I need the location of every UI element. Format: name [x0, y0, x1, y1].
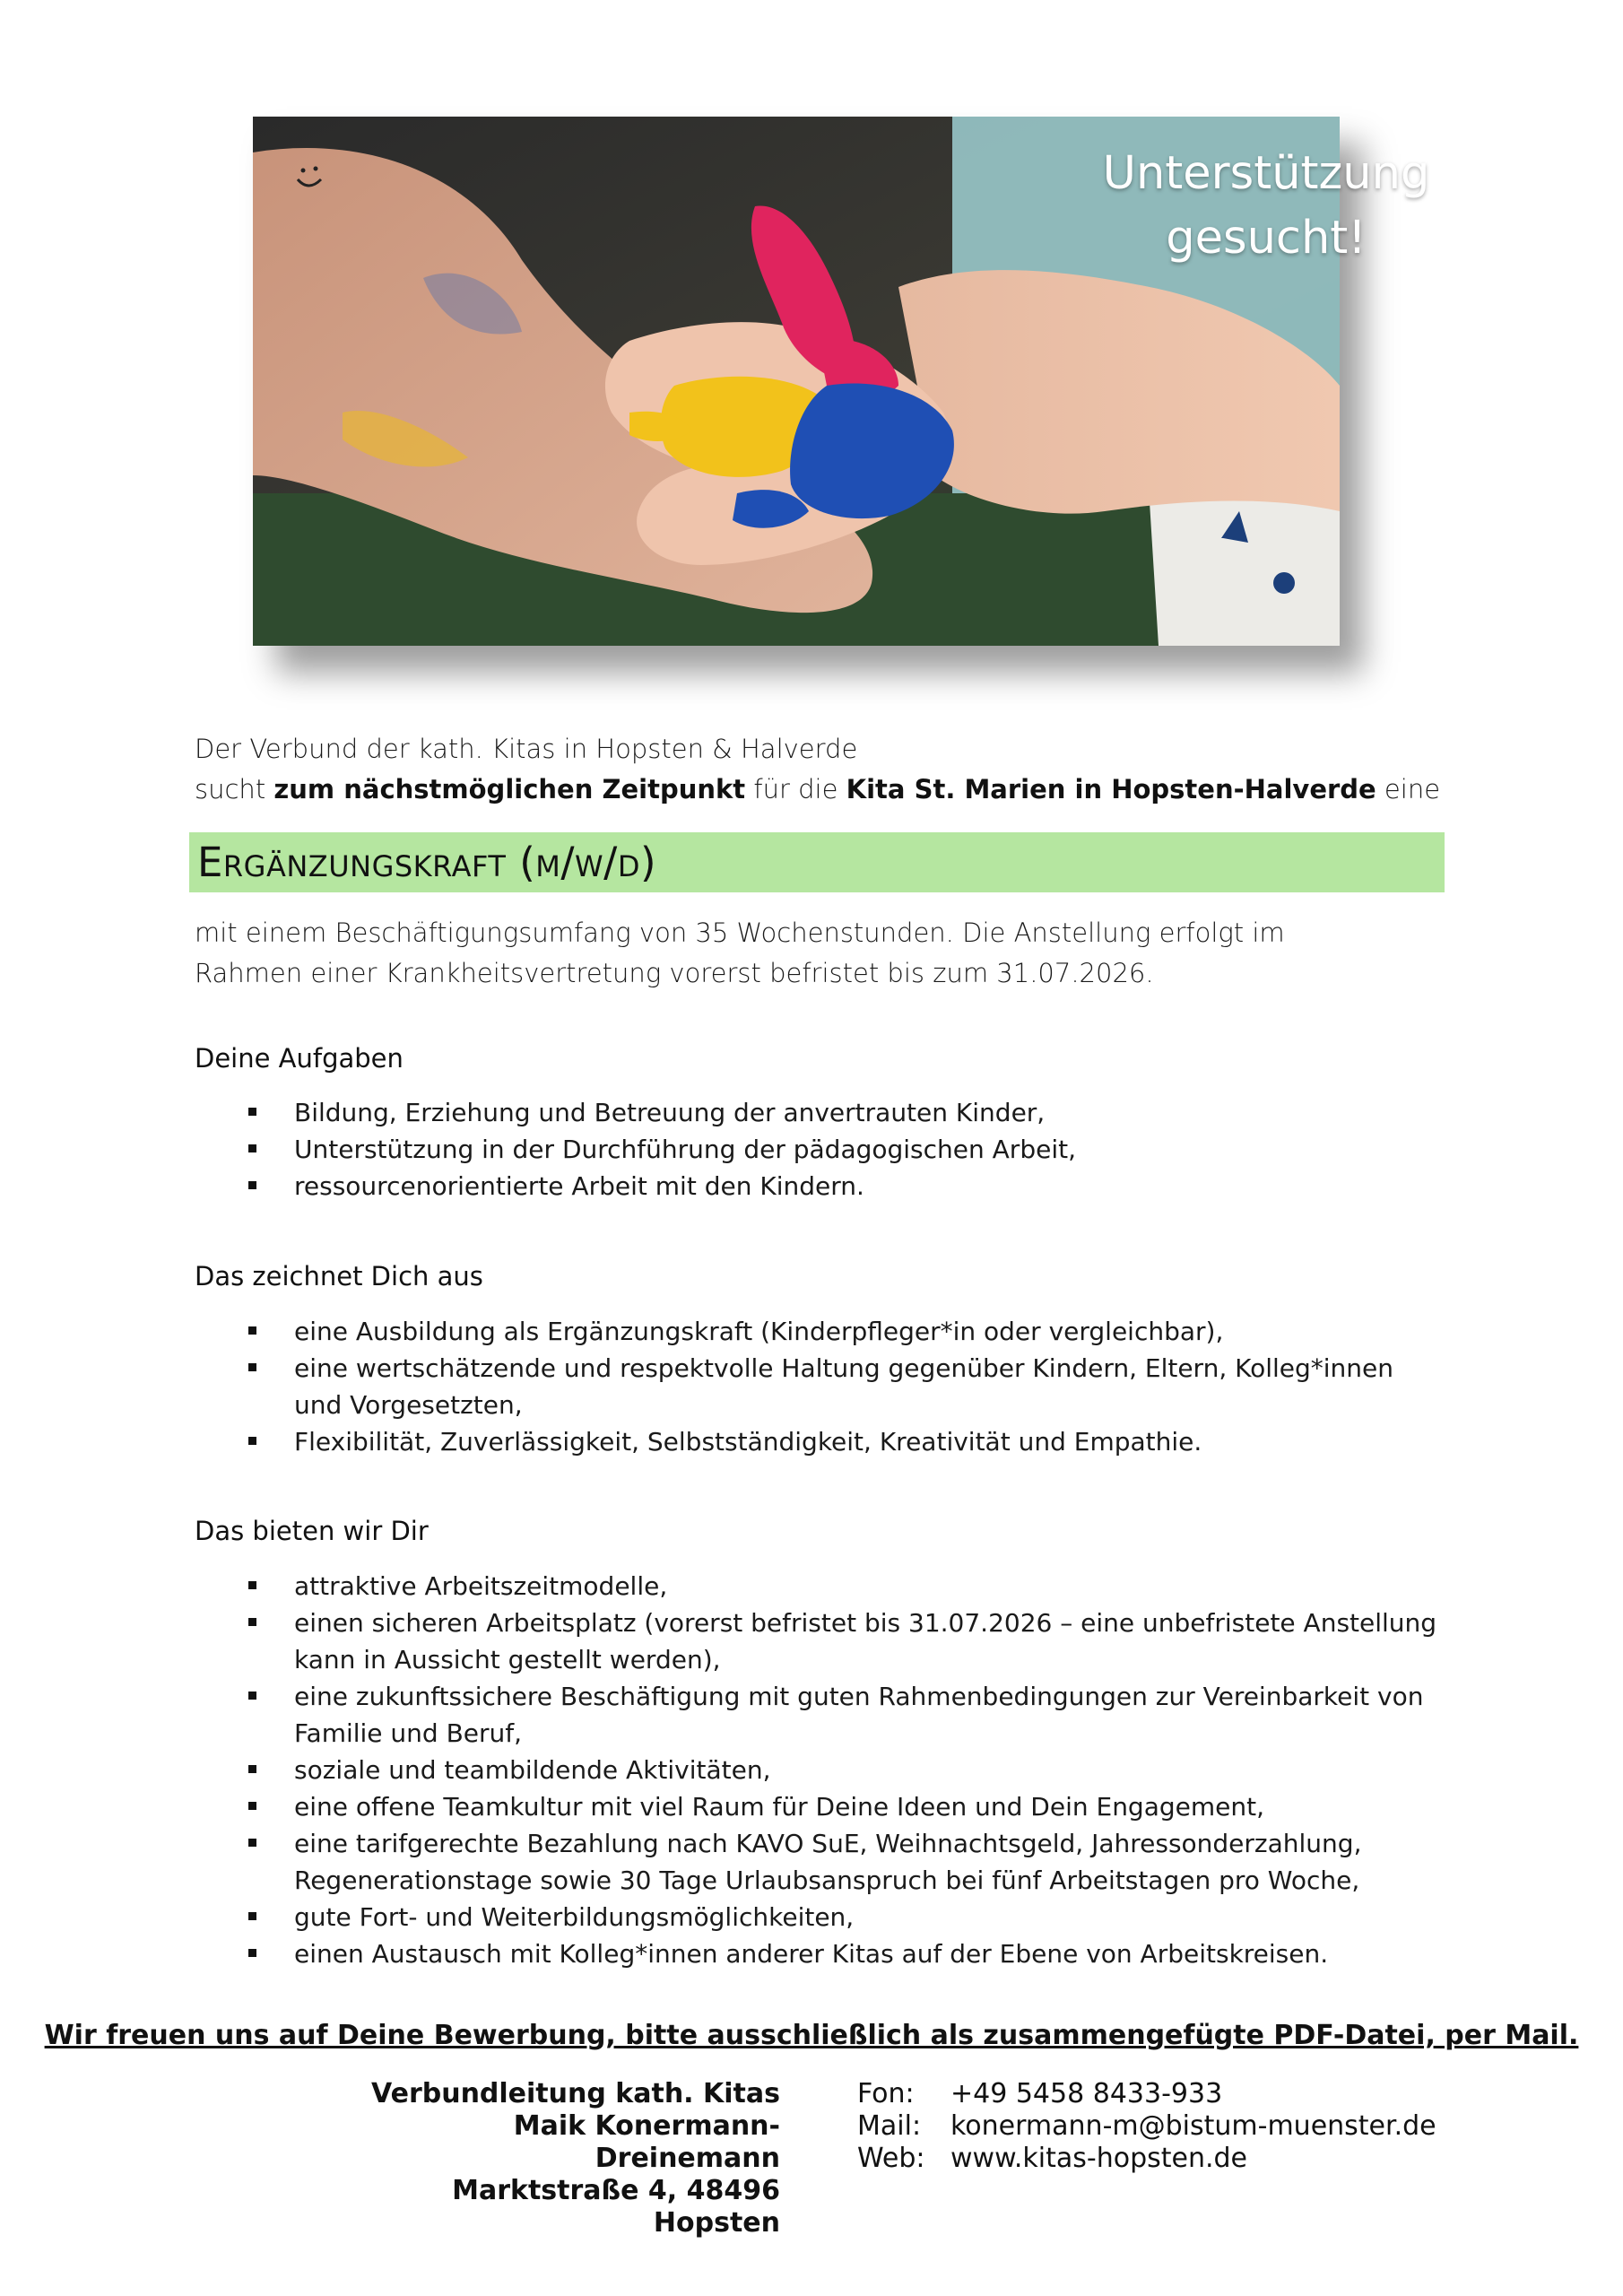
web-link[interactable]: www.kitas-hopsten.de: [950, 2143, 1248, 2174]
bullet: [248, 1437, 256, 1445]
job-title: Ergänzungskraft (m/w/d): [197, 839, 657, 886]
list-item-text: eine zukunftssichere Beschäftigung mit guten Rahmenbedingungen zur Vereinbarkeit von Familie und Beruf,: [294, 1682, 1424, 1748]
description-line1: mit einem Beschäftigungsumfang von 35 Wochenstunden. Die Anstellung erfolgt im: [195, 918, 1285, 948]
intro-line2-pre: sucht: [195, 774, 274, 804]
list-item: [195, 1131, 1441, 1168]
bullet: [248, 1839, 256, 1847]
list-item: [195, 1935, 1441, 1972]
mail-label: Mail:: [857, 2110, 922, 2142]
list-item: [195, 1313, 1441, 1350]
web-label: Web:: [857, 2143, 925, 2174]
hero-headline-line2: gesucht!: [1166, 212, 1367, 265]
list-item-text: einen Austausch mit Kolleg*innen anderer Kitas auf der Ebene von Arbeitskreisen.: [294, 1939, 1329, 1969]
intro-line2-post: eine: [1376, 774, 1441, 804]
profile-list: [195, 1313, 1441, 1460]
list-item: [195, 1605, 1441, 1678]
bullet: [248, 1618, 256, 1626]
intro-line2: [195, 770, 1450, 810]
contact-address-block: [332, 2078, 780, 2239]
list-item: [195, 1788, 1441, 1825]
contact-mail-row: [857, 2110, 1436, 2143]
mail-link[interactable]: konermann-m@bistum-muenster.de: [950, 2110, 1436, 2142]
list-item-text: Bildung, Erziehung und Betreuung der anvertrauten Kinder,: [294, 1098, 1046, 1127]
bullet: [248, 1692, 256, 1700]
bullet: [248, 1949, 256, 1957]
intro-kita-name: Kita St. Marien in Hopsten-Halverde: [846, 774, 1376, 804]
job-title-bar: [189, 832, 1445, 892]
bullet: [248, 1802, 256, 1810]
bullet: [248, 1108, 256, 1116]
list-item: [195, 1168, 1441, 1205]
offer-heading: Das bieten wir Dir: [195, 1516, 429, 1546]
description-line2: Rahmen einer Krankheitsvertretung vorerst befristet bis zum 31.07.2026.: [195, 958, 1154, 988]
list-item: [195, 1423, 1441, 1460]
intro-paragraph: [195, 729, 1450, 810]
list-item: [195, 1678, 1441, 1752]
bullet: [248, 1144, 256, 1152]
hero-image: [253, 117, 1430, 646]
contact-phone-row: [857, 2078, 1436, 2110]
application-call-to-action: Wir freuen uns auf Deine Bewerbung, bitte ausschließlich als zusammengefügte PDF-Datei, per Mail.: [44, 2020, 1579, 2051]
bullet: [248, 1581, 256, 1589]
tasks-heading: Deine Aufgaben: [195, 1043, 404, 1074]
contact-name: Maik Konermann-Dreinemann: [513, 2110, 780, 2174]
list-item: [195, 1094, 1441, 1131]
list-item-text: attraktive Arbeitszeitmodelle,: [294, 1571, 668, 1601]
contact-org: Verbundleitung kath. Kitas: [371, 2078, 780, 2109]
hero-headline: [1042, 142, 1490, 271]
phone-label: Fon:: [857, 2078, 915, 2109]
profile-heading: Das zeichnet Dich aus: [195, 1261, 483, 1292]
list-item: [195, 1752, 1441, 1788]
bullet: [248, 1181, 256, 1189]
bullet: [248, 1912, 256, 1920]
list-item-text: Flexibilität, Zuverlässigkeit, Selbstständigkeit, Kreativität und Empathie.: [294, 1427, 1202, 1457]
phone-link[interactable]: +49 5458 8433-933: [950, 2078, 1223, 2109]
list-item-text: eine tarifgerechte Bezahlung nach KAVO SuE, Weihnachtsgeld, Jahressonderzahlung, Regenerationstage sowie 30 Tage Urlaubsanspruch bei fünf Arbeitstagen pro Woche,: [294, 1829, 1362, 1895]
list-item-text: gute Fort- und Weiterbildungsmöglichkeiten,: [294, 1902, 855, 1932]
list-item-text: Unterstützung in der Durchführung der pädagogischen Arbeit,: [294, 1135, 1076, 1164]
contact-web-row: [857, 2143, 1436, 2175]
list-item: [195, 1350, 1441, 1423]
list-item: [195, 1899, 1441, 1935]
list-item: [195, 1568, 1441, 1605]
bullet: [248, 1326, 256, 1335]
list-item: [195, 1825, 1441, 1899]
hero-headline-line1: Unterstützung: [1102, 147, 1430, 200]
bullet: [248, 1765, 256, 1773]
contact-address: Marktstraße 4, 48496 Hopsten: [452, 2175, 780, 2239]
list-item-text: ressourcenorientierte Arbeit mit den Kindern.: [294, 1171, 864, 1201]
list-item-text: eine offene Teamkultur mit viel Raum für Deine Ideen und Dein Engagement,: [294, 1792, 1264, 1822]
intro-line2-mid: für die: [745, 774, 846, 804]
employment-description: [195, 913, 1387, 994]
list-item-text: eine Ausbildung als Ergänzungskraft (Kinderpfleger*in oder vergleichbar),: [294, 1317, 1224, 1346]
contact-details-block: [857, 2078, 1436, 2175]
bullet: [248, 1363, 256, 1371]
intro-start-date: zum nächstmöglichen Zeitpunkt: [273, 774, 746, 804]
offer-list: [195, 1568, 1441, 1972]
list-item-text: einen sicheren Arbeitsplatz (vorerst befristet bis 31.07.2026 – eine unbefristete Anstellung kann in Aussicht gestellt werden),: [294, 1608, 1437, 1674]
list-item-text: eine wertschätzende und respektvolle Haltung gegenüber Kindern, Eltern, Kolleg*innen und Vorgesetzten,: [294, 1353, 1394, 1420]
intro-line1: Der Verbund der kath. Kitas in Hopsten & Halverde: [195, 734, 858, 764]
list-item-text: soziale und teambildende Aktivitäten,: [294, 1755, 771, 1785]
tasks-list: [195, 1094, 1441, 1205]
